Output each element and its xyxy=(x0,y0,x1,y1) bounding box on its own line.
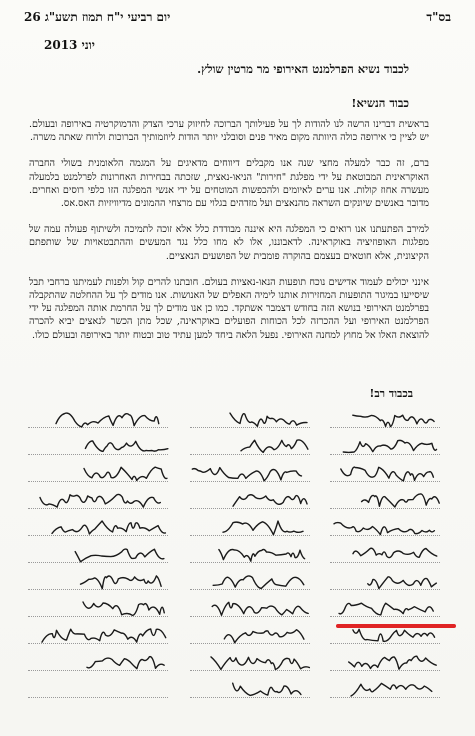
handwritten-signature xyxy=(230,409,307,431)
gregorian-date: יוני 2013 xyxy=(44,38,95,52)
handwritten-signature xyxy=(357,490,439,512)
handwritten-signature xyxy=(340,463,433,485)
handwritten-signature xyxy=(85,436,168,458)
handwritten-signature xyxy=(73,544,164,566)
salutation: כבוד הנשיא! xyxy=(351,96,409,110)
handwritten-signature xyxy=(42,625,166,647)
handwritten-signature xyxy=(224,625,304,647)
signatures-area xyxy=(0,405,475,735)
paragraph-3: למירב הפתעתנו אנו רואים כי המפלגה היא איננה מבודדת כלל אלא זוכה לתמיכה ולשיתוף פעולה עמה של מפלגות האופוזיציה באוקראינה. לדאבוננו, אלו לא מחו כלל נגד המעשים וההתבטאויות של שותפתם הקיצונית, אלא חוטאים בעצמם בהוקרה פומבית של הפושעים הנאציים. xyxy=(29,224,429,262)
handwritten-signature xyxy=(233,490,307,512)
handwritten-signature xyxy=(351,679,432,701)
paragraph-1: בראשית דברינו הרשה לנו להודות לך על פעילותך הברוכה לחיזוק ערכי הצדק והדמוקרטיה באירופה ובעולם. יש לציין כי אירופה כולה היוותה מקום מאיר פנים וסובלני יותר הודות ליוזמותיך הברוכות ולרוח שאתה משרה. xyxy=(29,119,429,144)
letter-body xyxy=(29,118,429,355)
handwritten-signature xyxy=(78,571,161,593)
handwritten-signature xyxy=(209,598,308,620)
handwritten-signature xyxy=(352,409,434,431)
handwritten-signature xyxy=(56,409,159,431)
signature-column-right xyxy=(330,405,440,725)
handwritten-signature xyxy=(230,679,301,701)
signature-column-middle xyxy=(190,405,310,725)
paragraph-2: ברם, זה כבר למעלה מחצי שנה אנו מקבלים דיווחים מדאיגים על המגמה הלאומנית בשולי החברה האוקראינית המבוטאת על ידי מפלגת "חירות" הניאו-נאצית, שזכתה בבחירות האחרונות לפרלמנט בלמעלה מעשרה אחוז קולות. אנו ערים לאיומים ולהכפשות המוטחים על ידי אנשי המפלגה הזו כלפי רוסים ואחרים. מדובר באנשים שיונקים השראה מהנאצים ועל מזדהים בגלוי עם מרצחי ההמונים מדיוויזיות האס.אס. xyxy=(29,158,429,210)
red-underline-mark xyxy=(336,624,456,628)
handwritten-signature xyxy=(211,652,309,674)
handwritten-signature xyxy=(342,436,437,458)
closing-line: בכבוד רב! xyxy=(369,387,413,400)
handwritten-signature xyxy=(334,517,434,539)
handwritten-signature xyxy=(84,463,167,485)
handwritten-signature xyxy=(241,436,308,458)
handwritten-signature xyxy=(216,544,305,566)
handwritten-signature xyxy=(81,598,164,620)
handwritten-signature xyxy=(353,544,437,566)
handwritten-signature xyxy=(87,652,164,674)
paragraph-4: אינני יכולים לעמוד אדישים נוכח תופעות הנאו-נאציות בעולם. חובתנו להרים קול ולפנות לעמיתנו ברחבי תבל שיסייעו במיגור התופעות המחזירות אותנו לימיה האפלים של האנושות. אנו מודים לך על ההחלטה שהתקבלה בפרלמנט האירופי בנושא הזה בחודש דצמבר אשתקד. כמו כן אנו מודים לך על החרמת אותה המפלגה על ידי הפרלמנט האירופי ועל ההכרזה לכל הכוחות הפועלים באוקראינה, שכל מתן הכשר לנאצים יביא להכרה להוצאת האלו אל מחוץ למחנה האירופי. נפעל הלאה ביחד למען עתיד טוב ובטוח יותר באירופה ובעולם כולו. xyxy=(29,276,429,341)
handwritten-signature xyxy=(348,652,436,674)
handwritten-signature xyxy=(220,517,303,539)
letter-header xyxy=(24,10,451,30)
addressee-line: לכבוד נשיא הפרלמנט האירופי מר מרטין שולץ. xyxy=(197,62,409,76)
handwritten-signature xyxy=(52,517,165,539)
handwritten-signature xyxy=(40,490,160,512)
hebrew-date: יום רביעי י"ח תמוז תשע"ג 26 xyxy=(24,10,171,24)
handwritten-signature xyxy=(338,598,433,620)
signature-line xyxy=(28,697,168,698)
handwritten-signature xyxy=(347,625,435,647)
signature-column-left xyxy=(28,405,168,725)
handwritten-signature xyxy=(189,463,301,485)
handwritten-signature xyxy=(210,571,304,593)
bsd-mark: בס"ד xyxy=(426,10,451,24)
handwritten-signature xyxy=(366,571,436,593)
